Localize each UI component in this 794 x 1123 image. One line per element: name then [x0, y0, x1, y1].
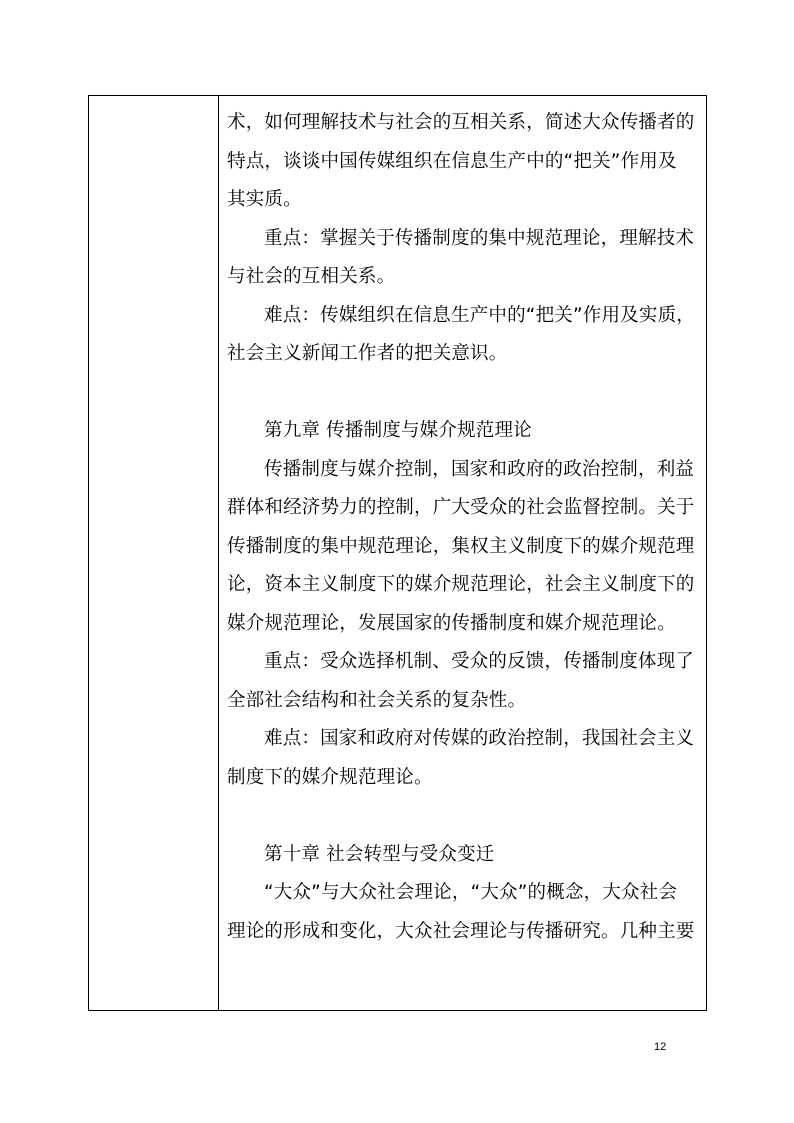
text-line: 制度下的媒介规范理论。 [227, 766, 433, 788]
text-line: 社会主义新闻工作者的把关意识。 [227, 343, 508, 364]
document-table [88, 95, 707, 1011]
text-line: 难点：传媒组织在信息生产中的“把关”作用及实质， [264, 304, 695, 326]
text-line: 第九章 传播制度与媒介规范理论 [264, 420, 532, 441]
text-line: 特点，谈谈中国传媒组织在信息生产中的“把关”作用及 [227, 150, 677, 172]
text-line: 重点：受众选择机制、受众的反馈，传播制度体现了 [264, 651, 695, 672]
text-line: 媒介规范理论，发展国家的传播制度和媒介规范理论。 [227, 612, 676, 634]
text-line: 全部社会结构和社会关系的复杂性。 [227, 689, 527, 711]
page-number: 12 [654, 1041, 667, 1053]
text-line: 论，资本主义制度下的媒介规范理论，社会主义制度下的 [227, 574, 695, 595]
text-line: 群体和经济势力的控制，广大受众的社会监督控制。关于 [227, 497, 695, 518]
table-left-column [89, 96, 219, 1010]
text-line: 术，如何理解技术与社会的互相关系，简述大众传播者的 [227, 112, 695, 133]
text-line: “大众”与大众社会理论，“大众”的概念，大众社会 [264, 882, 678, 903]
text-line: 理论的形成和变化，大众社会理论与传播研究。几种主要 [227, 920, 695, 942]
text-line: 其实质。 [227, 189, 302, 210]
text-line: 重点：掌握关于传播制度的集中规范理论，理解技术 [264, 227, 695, 249]
text-line: 传播制度与媒介控制，国家和政府的政治控制，利益 [264, 458, 695, 480]
blank-line [227, 374, 700, 413]
text-line: 第十章 社会转型与受众变迁 [264, 843, 495, 865]
blank-line [227, 797, 700, 836]
text-line: 难点：国家和政府对传媒的政治控制，我国社会主义 [264, 728, 695, 749]
text-line: 与社会的互相关系。 [227, 266, 396, 287]
text-line: 传播制度的集中规范理论，集权主义制度下的媒介规范理 [227, 535, 695, 557]
table-content-cell [219, 96, 706, 1010]
